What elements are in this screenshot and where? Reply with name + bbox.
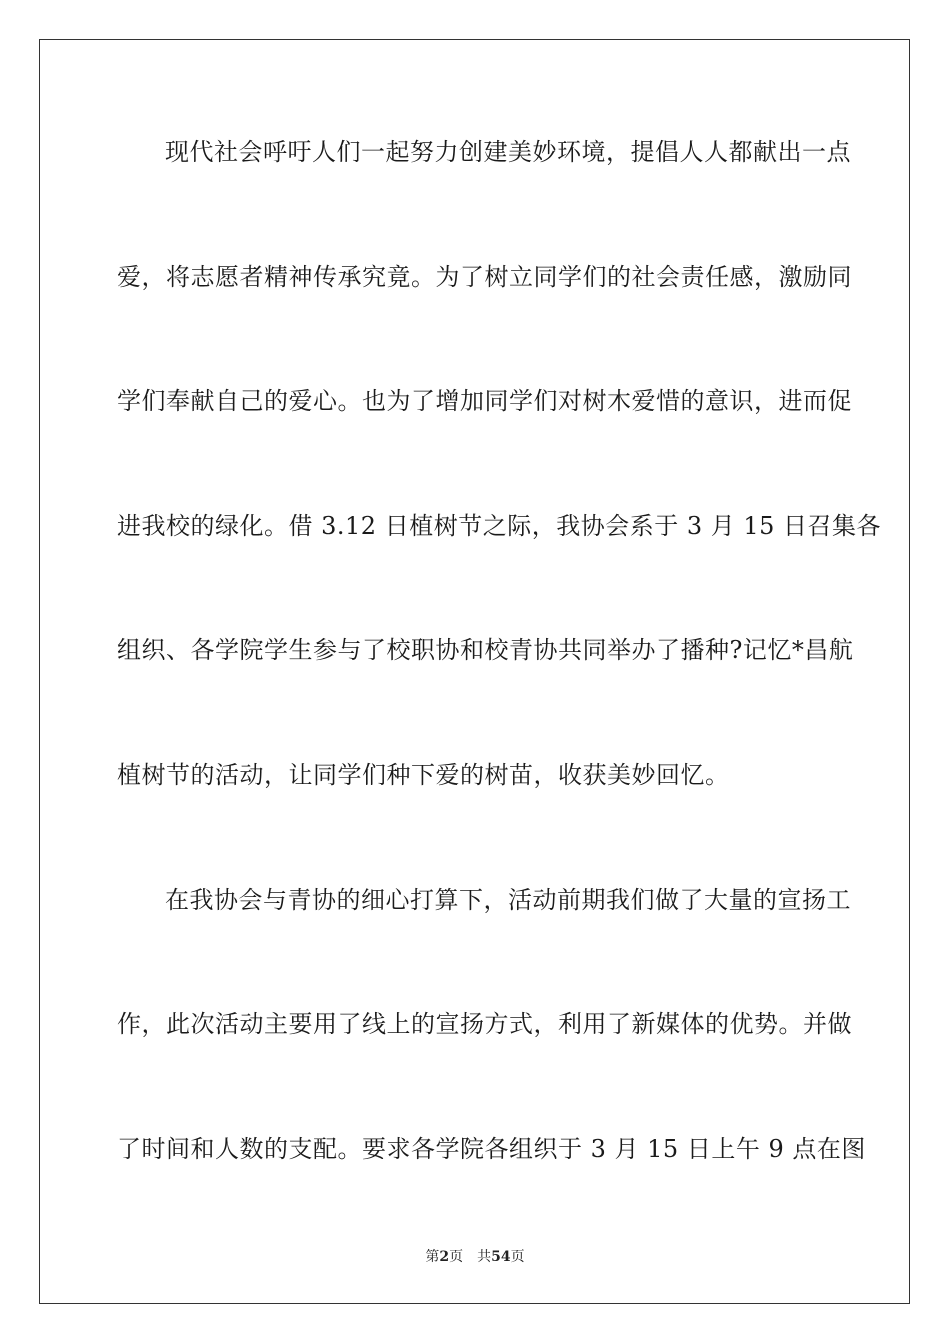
page-prefix: 第 bbox=[425, 1249, 440, 1265]
paragraph-1-line-6: 植树节的活动，让同学们种下爱的树苗，收获美妙回忆。 bbox=[117, 760, 730, 789]
paragraph-2-line-2: 作，此次活动主要用了线上的宣扬方式，利用了新媒体的优势。并做 bbox=[117, 1010, 852, 1039]
total-pages: 54 bbox=[491, 1249, 511, 1265]
paragraph-2-line-1: 在我协会与青协的细心打算下，活动前期我们做了大量的宣扬工 bbox=[165, 885, 851, 914]
paragraph-1-line-1: 现代社会呼吁人们一起努力创建美妙环境，提倡人人都献出一点 bbox=[165, 138, 851, 166]
paragraph-1-line-4: 进我校的绿化。借 3.12 日植树节之际，我协会系于 3 月 15 日召集各 bbox=[117, 511, 882, 540]
total-prefix: 共 bbox=[477, 1249, 492, 1265]
page-footer bbox=[0, 1246, 950, 1266]
document-body bbox=[117, 122, 882, 1243]
page-suffix: 页 bbox=[449, 1249, 464, 1265]
total-suffix: 页 bbox=[510, 1249, 525, 1265]
paragraph-1-line-5: 组织、各学院学生参与了校职协和校青协共同举办了播种?记忆*昌航 bbox=[117, 636, 854, 665]
paragraph-2-line-3: 了时间和人数的支配。要求各学院各组织于 3 月 15 日上午 9 点在图 bbox=[117, 1134, 866, 1163]
paragraph-1-line-2: 爱，将志愿者精神传承究竟。为了树立同学们的社会责任感，激励同 bbox=[117, 262, 852, 291]
paragraph-1-line-3: 学们奉献自己的爱心。也为了增加同学们对树木爱惜的意识，进而促 bbox=[117, 387, 852, 416]
page-number: 2 bbox=[439, 1249, 450, 1265]
